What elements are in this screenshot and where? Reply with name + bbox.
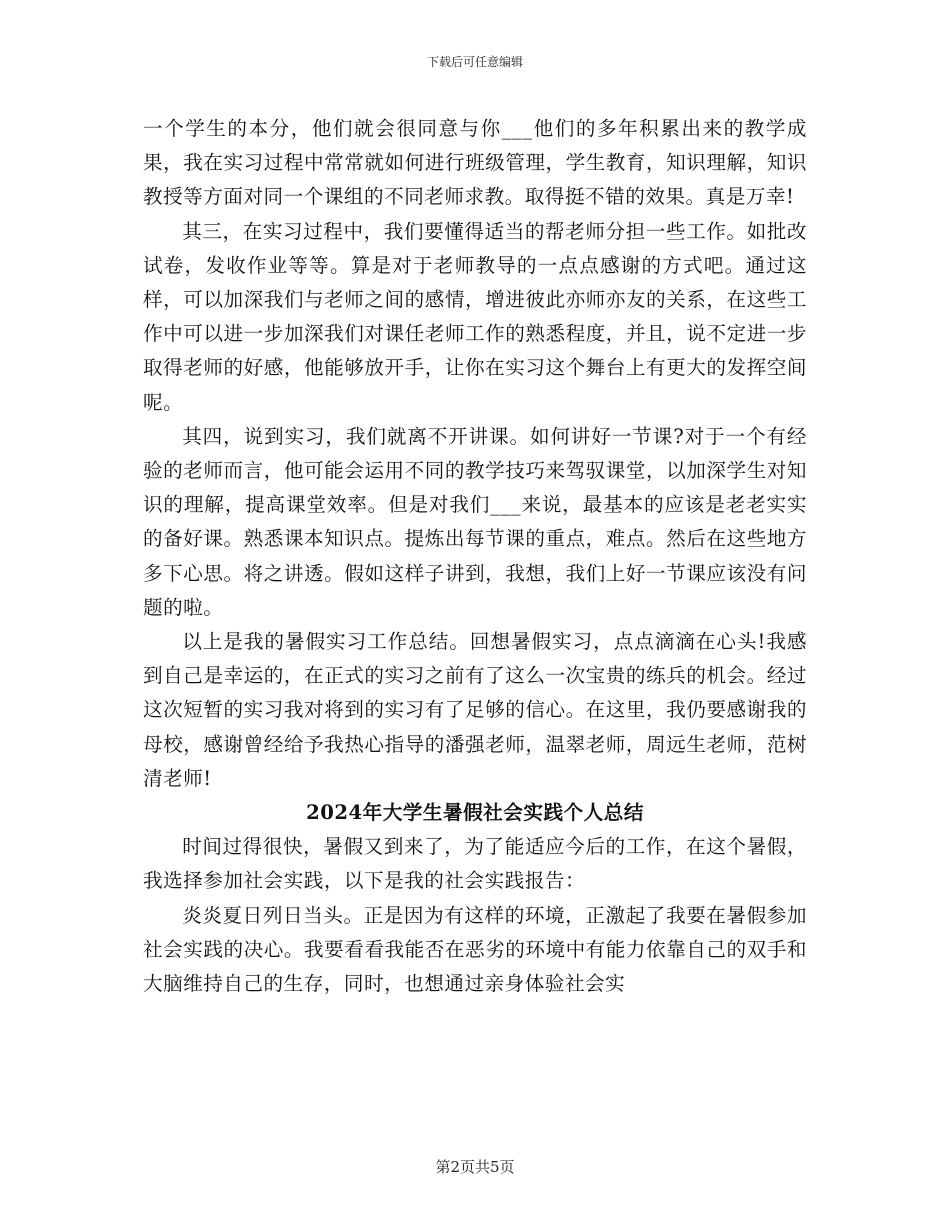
paragraph-4: 以上是我的暑假实习工作总结。回想暑假实习，点点滴滴在心头!我感到自己是幸运的，在正式的实习之前有了这么一次宝贵的练兵的机会。经过这次短暂的实习我对将到的实习有了足够的信心。在这里，我仍要感谢我的母校，感谢曾经给予我热心指导的潘强老师，温翠老师，周远生老师，范树清老师! — [143, 630, 807, 790]
paragraph-2: 其三，在实习过程中，我们要懂得适当的帮老师分担一些工作。如批改试卷，发收作业等等。算是对于老师教导的一点点感谢的方式吧。通过这样，可以加深我们与老师之间的感情，增进彼此亦师亦友的关系，在这些工作中可以进一步加深我们对课任老师工作的熟悉程度，并且，说不定进一步取得老师的好感，他能够放开手，让你在实习这个舞台上有更大的发挥空间呢。 — [143, 219, 807, 414]
section-heading: 2024年大学生暑假社会实践个人总结 — [306, 801, 644, 825]
paragraph-1: 一个学生的本分，他们就会很同意与你___他们的多年积累出来的教学成果，我在实习过程中常常就如何进行班级管理，学生教育，知识理解，知识教授等方面对同一个课组的不同老师求教。取得挺不错的效果。真是万幸! — [143, 117, 807, 209]
paragraph-6: 炎炎夏日列日当头。正是因为有这样的环境，正激起了我要在暑假参加社会实践的决心。我要看看我能否在恶劣的环境中有能力依靠自己的双手和大脑维持自己的生存，同时，也想通过亲身体验社会实 — [143, 903, 807, 996]
paragraph-3: 其四，说到实习，我们就离不开讲课。如何讲好一节课?对于一个有经验的老师而言，他可能会运用不同的教学技巧来驾驭课堂，以加深学生对知识的理解，提高课堂效率。但是对我们___来说，最基本的应该是老老实实的备好课。熟悉课本知识点。提炼出每节课的重点，难点。然后在这些地方多下心思。将之讲透。假如这样子讲到，我想，我们上好一节课应该没有问题的啦。 — [143, 424, 807, 619]
page-footer: 第2页共5页 — [435, 1158, 515, 1176]
page-header: 下载后可任意编辑 — [426, 55, 523, 69]
document-body — [143, 112, 807, 1001]
paragraph-5: 时间过得很快，暑假又到来了，为了能适应今后的工作，在这个暑假，我选择参加社会实践，以下是我的社会实践报告： — [143, 835, 807, 893]
